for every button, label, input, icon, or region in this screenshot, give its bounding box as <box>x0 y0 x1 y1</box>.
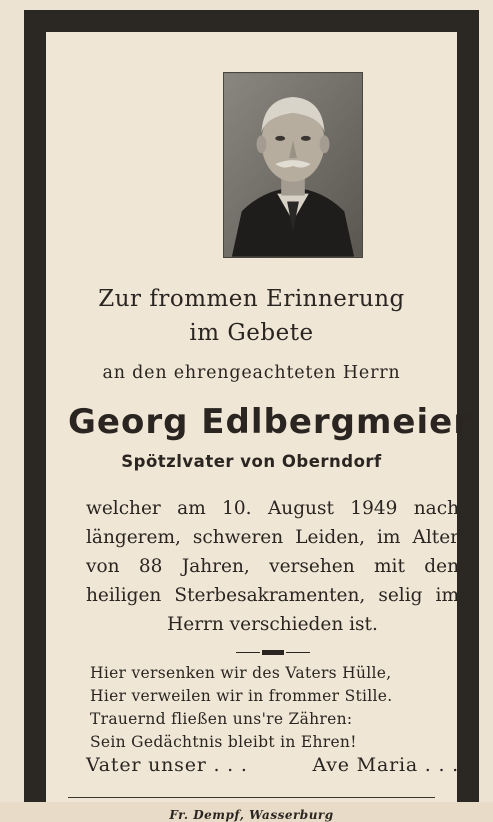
obituary-line: heiligen Sterbesakramenten, selig im <box>86 585 459 606</box>
heading-line-1: Zur frommen Erinnerung <box>98 286 405 312</box>
card-content <box>68 54 471 822</box>
black-border-frame <box>24 10 479 822</box>
verse-line: Hier verweilen wir in frommer Stille. <box>90 687 393 705</box>
heading-line-2: im Gebete <box>189 320 314 346</box>
obituary-text <box>86 494 459 639</box>
verse-line: Trauernd fließen uns're Zähren: <box>90 710 353 728</box>
deceased-role: Spötzlvater von Oberndorf <box>121 452 382 471</box>
obituary-line: von 88 Jahren, versehen mit den <box>86 556 459 577</box>
obituary-line: welcher am 10. August 1949 nach <box>86 498 459 519</box>
printer-credit: Fr. Dempf, Wasserburg <box>169 808 334 822</box>
obituary-line: Herrn verschieden ist. <box>167 614 378 635</box>
verse-line: Hier versenken wir des Vaters Hülle, <box>90 664 392 682</box>
deceased-name: Georg Edlbergmeier <box>68 402 471 442</box>
heading-line-3: an den ehrengeachteten Herrn <box>102 363 401 383</box>
memorial-verse <box>90 662 465 754</box>
verse-line: Sein Gedächtnis bleibt in Ehren! <box>90 733 357 751</box>
portrait-photo <box>223 72 363 258</box>
prayer-ave-maria: Ave Maria . . . <box>312 754 459 776</box>
obituary-line: längerem, schweren Leiden, im Alter <box>86 527 459 548</box>
prayer-line <box>86 754 459 782</box>
ornamental-divider <box>236 650 310 656</box>
footer-rule <box>68 797 435 798</box>
prayer-vater-unser: Vater unser . . . <box>86 754 248 776</box>
